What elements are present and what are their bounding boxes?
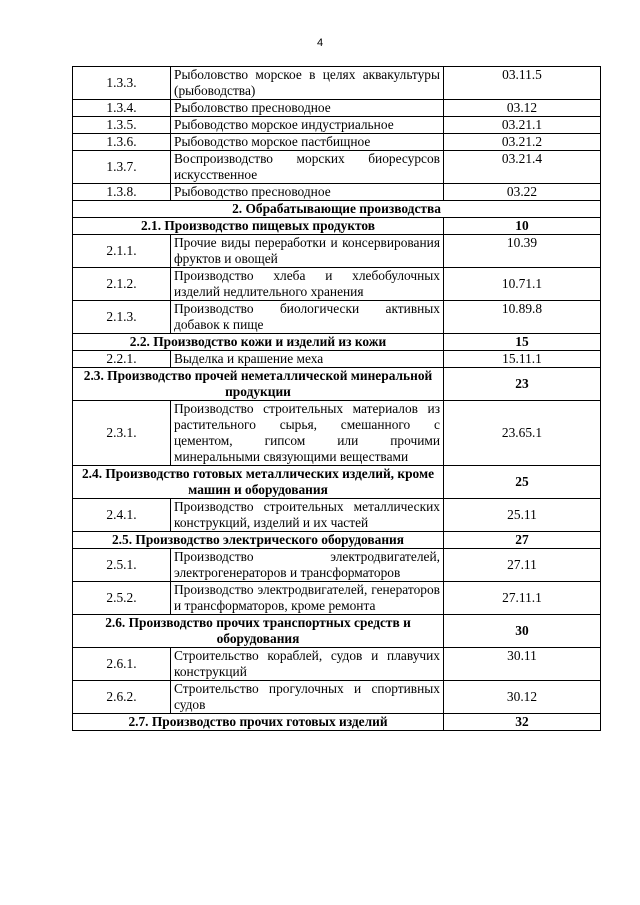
table-row: [73, 401, 601, 466]
subsection-okved: 10: [444, 218, 601, 235]
row-code: 2.5.1.: [73, 549, 171, 582]
subsection-okved: 30: [444, 615, 601, 648]
subsection-header-row: [73, 532, 601, 549]
row-okved: 30.11: [444, 648, 601, 681]
row-description: Строительство кораблей, судов и плавучих конструкций: [171, 648, 444, 681]
row-description: Производство электродвигателей, электрогенераторов и трансформаторов: [171, 549, 444, 582]
subsection-title: 2.6. Производство прочих транспортных средств и оборудования: [73, 615, 444, 648]
row-code: 1.3.4.: [73, 100, 171, 117]
row-description: Производство хлеба и хлебобулочных изделий недлительного хранения: [171, 268, 444, 301]
subsection-okved: 25: [444, 466, 601, 499]
subsection-header-row: [73, 714, 601, 731]
subsection-okved: 32: [444, 714, 601, 731]
row-description: Рыбоводство морское индустриальное: [171, 117, 444, 134]
table-row: [73, 268, 601, 301]
table-row: [73, 100, 601, 117]
row-code: 2.4.1.: [73, 499, 171, 532]
row-okved: 27.11: [444, 549, 601, 582]
row-code: 2.1.1.: [73, 235, 171, 268]
row-code: 2.1.2.: [73, 268, 171, 301]
row-okved: 03.21.1: [444, 117, 601, 134]
subsection-okved: 23: [444, 368, 601, 401]
row-okved: 03.11.5: [444, 67, 601, 100]
section-title: 2. Обрабатывающие производства: [73, 201, 601, 218]
table-row: [73, 499, 601, 532]
row-okved: 03.21.2: [444, 134, 601, 151]
row-description: Воспроизводство морских биоресурсов искусственное: [171, 151, 444, 184]
row-description: Рыбоводство пресноводное: [171, 184, 444, 201]
table-row: [73, 301, 601, 334]
table-row: [73, 351, 601, 368]
row-description: Рыболовство пресноводное: [171, 100, 444, 117]
row-code: 2.2.1.: [73, 351, 171, 368]
row-description: Производство строительных материалов из растительного сырья, смешанного с цементом, гипсом или прочими минеральными связующими веществами: [171, 401, 444, 466]
row-code: 2.3.1.: [73, 401, 171, 466]
row-okved: 23.65.1: [444, 401, 601, 466]
row-code: 1.3.6.: [73, 134, 171, 151]
table-row: [73, 67, 601, 100]
row-okved: 03.22: [444, 184, 601, 201]
row-code: 1.3.7.: [73, 151, 171, 184]
row-okved: 30.12: [444, 681, 601, 714]
table-row: [73, 184, 601, 201]
row-okved: 03.12: [444, 100, 601, 117]
page-number: 4: [316, 37, 324, 49]
table-row: [73, 151, 601, 184]
subsection-okved: 27: [444, 532, 601, 549]
row-code: 2.6.2.: [73, 681, 171, 714]
table-row: [73, 235, 601, 268]
row-okved: 10.39: [444, 235, 601, 268]
row-code: 1.3.8.: [73, 184, 171, 201]
row-description: Прочие виды переработки и консервирования фруктов и овощей: [171, 235, 444, 268]
row-okved: 03.21.4: [444, 151, 601, 184]
subsection-title: 2.7. Производство прочих готовых изделий: [73, 714, 444, 731]
table-row: [73, 648, 601, 681]
subsection-title: 2.4. Производство готовых металлических изделий, кроме машин и оборудования: [73, 466, 444, 499]
table-row: [73, 681, 601, 714]
subsection-header-row: [73, 334, 601, 351]
subsection-header-row: [73, 218, 601, 235]
subsection-title: 2.3. Производство прочей неметаллической минеральной продукции: [73, 368, 444, 401]
okved-table: [72, 66, 601, 731]
section-header-row: [73, 201, 601, 218]
okved-table-body: [73, 67, 601, 731]
row-description: Производство электродвигателей, генераторов и трансформаторов, кроме ремонта: [171, 582, 444, 615]
subsection-header-row: [73, 368, 601, 401]
row-code: 2.1.3.: [73, 301, 171, 334]
row-okved: 25.11: [444, 499, 601, 532]
table-row: [73, 549, 601, 582]
row-description: Рыбоводство морское пастбищное: [171, 134, 444, 151]
row-okved: 10.89.8: [444, 301, 601, 334]
subsection-okved: 15: [444, 334, 601, 351]
subsection-title: 2.2. Производство кожи и изделий из кожи: [73, 334, 444, 351]
row-code: 1.3.3.: [73, 67, 171, 100]
row-okved: 10.71.1: [444, 268, 601, 301]
row-description: Рыболовство морское в целях аквакультуры (рыбоводства): [171, 67, 444, 100]
table-row: [73, 134, 601, 151]
row-description: Производство строительных металлических конструкций, изделий и их частей: [171, 499, 444, 532]
row-description: Выделка и крашение меха: [171, 351, 444, 368]
row-description: Строительство прогулочных и спортивных судов: [171, 681, 444, 714]
row-okved: 15.11.1: [444, 351, 601, 368]
subsection-header-row: [73, 466, 601, 499]
row-okved: 27.11.1: [444, 582, 601, 615]
subsection-header-row: [73, 615, 601, 648]
row-code: 2.5.2.: [73, 582, 171, 615]
row-description: Производство биологически активных добавок к пище: [171, 301, 444, 334]
table-row: [73, 117, 601, 134]
row-code: 2.6.1.: [73, 648, 171, 681]
row-code: 1.3.5.: [73, 117, 171, 134]
table-row: [73, 582, 601, 615]
subsection-title: 2.1. Производство пищевых продуктов: [73, 218, 444, 235]
subsection-title: 2.5. Производство электрического оборудования: [73, 532, 444, 549]
